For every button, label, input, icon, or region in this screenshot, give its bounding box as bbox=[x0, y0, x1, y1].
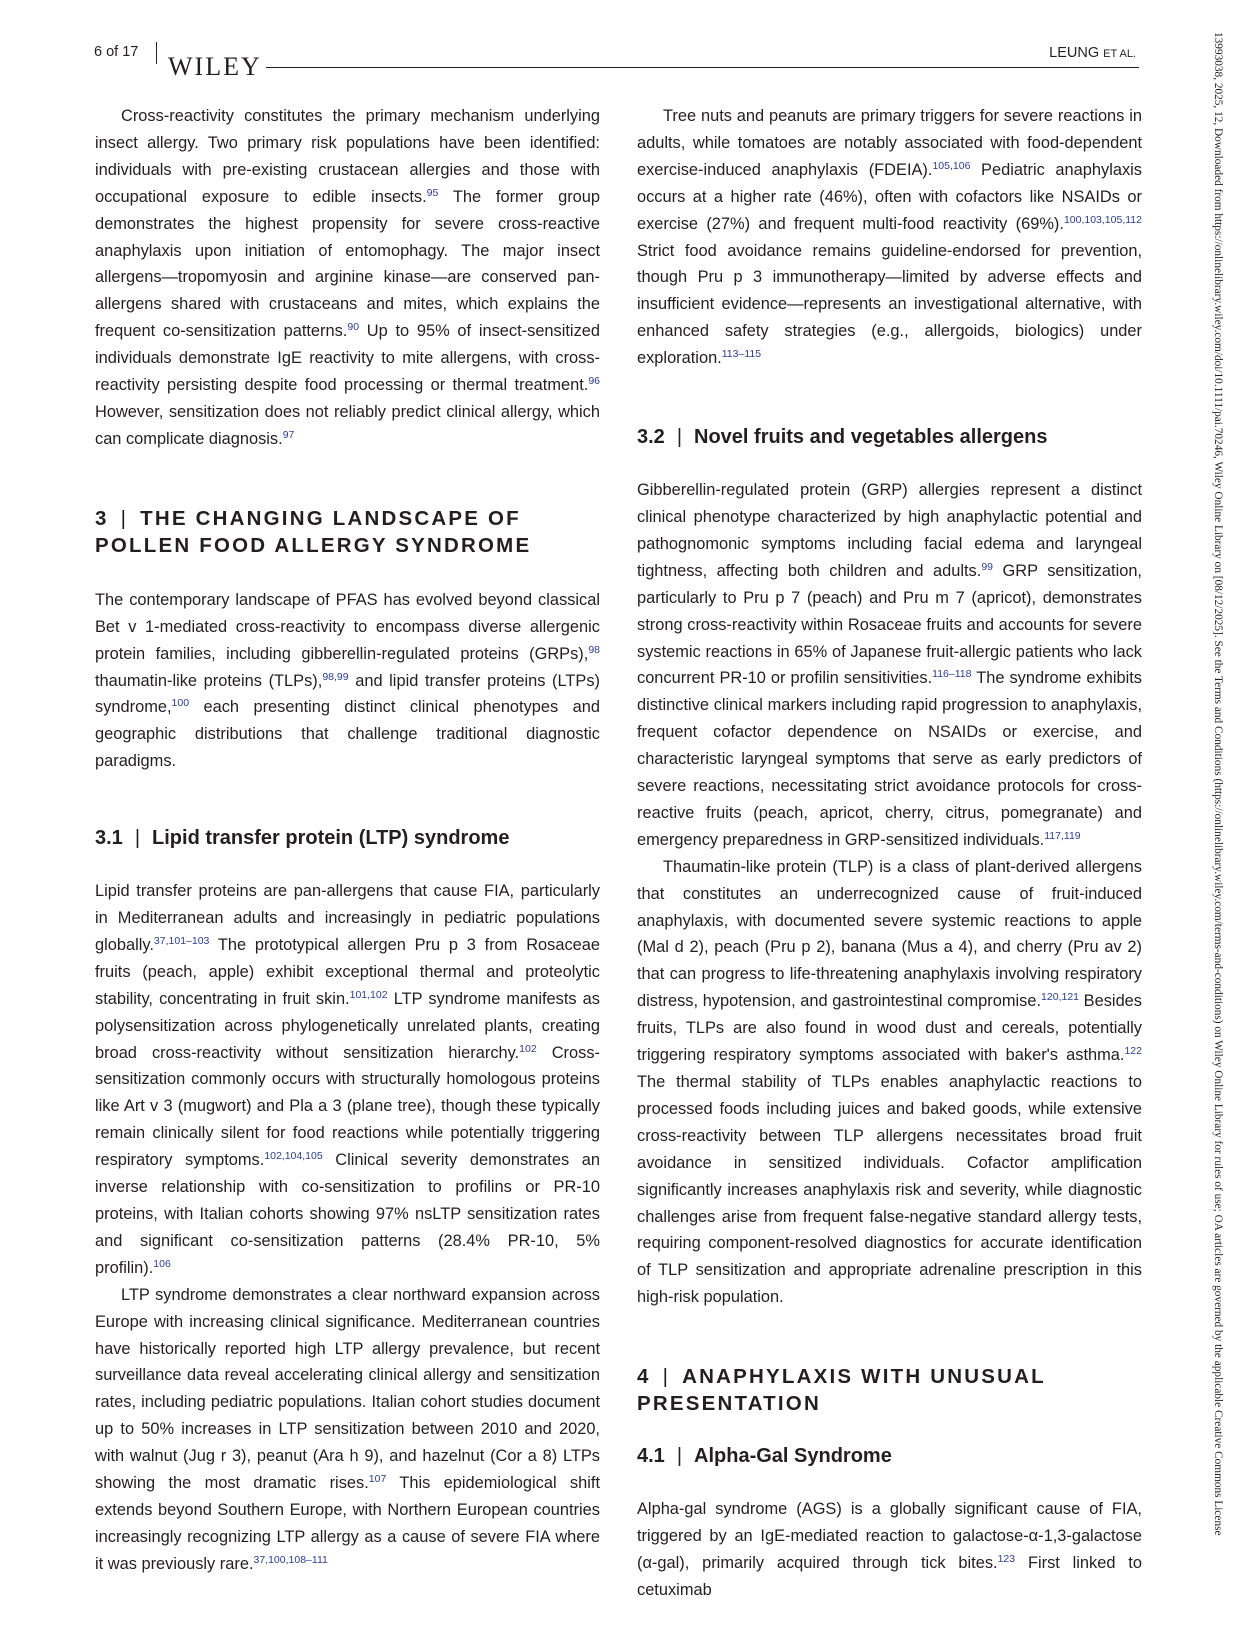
citation-link[interactable]: 120,121 bbox=[1041, 991, 1080, 1004]
citation-link[interactable]: 100,103,105,112 bbox=[1063, 213, 1142, 226]
page-number: 6 of 17 bbox=[94, 44, 139, 60]
citation-link[interactable]: 37,101–103 bbox=[153, 934, 210, 947]
citation-link[interactable]: 99 bbox=[981, 560, 993, 573]
paragraph: Gibberellin-regulated protein (GRP) allergies represent a distinct clinical phenotype characterized by high anaphylactic potential and pathognomonic symptoms including facial edema and laryngeal tightness, affecting both children and adults.$^{99}$ GRP sensitization, particularly to Pru p 7 (peach) and Pru m 7 (apricot), demonstrates strong cross-reactivity within Rosaceae fruits and accounts for severe systemic reactions in 65% of Japanese fruit-allergic patients who lack concurrent PR-10 or profilin sensitivities.$^{116-118}$ The syndrome exhibits distinctive clinical markers including rapid progression to anaphylaxis, frequent cofactor dependence on NSAIDs or exercise, and characteristic laryngeal symptoms that serve as early predictors of severe reactions, necessitating strict avoidance protocols for cross-reactive fruits (peach, apricot, cherry, citrus, pomegranate) and emergency preparedness in GRP-sensitized individuals.$^{117,119}$ bbox=[637, 481, 1142, 849]
citation-link[interactable]: 102 bbox=[519, 1042, 537, 1055]
header-rule bbox=[266, 67, 1139, 68]
subsection-heading-3-2: 3.2 | Novel fruits and vegetables allergens bbox=[637, 426, 1048, 449]
citation-link[interactable]: 105,106 bbox=[932, 159, 971, 172]
citation-link[interactable]: 96 bbox=[588, 375, 600, 388]
right-column bbox=[637, 103, 1142, 1604]
paragraph: Cross-reactivity constitutes the primary mechanism underlying insect allergy. Two primary risk populations have been identified: individuals with pre-existing crustacean allergies and those with occupational exposure to edible insects.$^{95}$ The former group demonstrates the highest propensity for severe cross-reactive anaphylaxis upon initiation of entomophagy. The major insect allergens—tropomyosin and arginine kinase—are conserved pan-allergens shared with crustaceans and mites, which explains the frequent co-sensitization patterns.$^{90}$ Up to 95% of insect-sensitized individuals demonstrate IgE reactivity to mite allergens, with cross-reactivity persisting despite food processing or thermal treatment.$^{96}$ However, sensitization does not reliably predict clinical allergy, which can complicate diagnosis.$^{97}$ bbox=[95, 107, 601, 448]
citation-link[interactable]: 117,119 bbox=[1044, 829, 1081, 842]
left-column bbox=[95, 103, 600, 1578]
citation-link[interactable]: 90 bbox=[347, 321, 360, 334]
paragraph: The contemporary landscape of PFAS has evolved beyond classical Bet v 1-mediated cross-reactivity to encompass diverse allergenic protein families, including gibberellin-regulated proteins (GRPs),$^{98}$ thaumatin-like proteins (TLPs),$^{98,99}$ and lipid transfer proteins (LTPs) syndrome,$^{100}$ each presenting distinct clinical phenotypes and geographic distributions that challenge traditional diagnostic paradigms. bbox=[95, 590, 601, 771]
section-heading-4: 4 | ANAPHYLAXIS WITH UNUSUAL PRESENTATION bbox=[637, 1365, 1046, 1416]
citation-link[interactable]: 113–115 bbox=[721, 348, 762, 361]
citation-link[interactable]: 95 bbox=[426, 186, 439, 199]
citation-link[interactable]: 106 bbox=[153, 1257, 171, 1270]
citation-link[interactable]: 37,100,108–111 bbox=[253, 1553, 328, 1566]
citation-link[interactable]: 116–118 bbox=[932, 668, 972, 681]
paragraph: Thaumatin-like protein (TLP) is a class of plant-derived allergens that constitutes an underrecognized cause of fruit-induced anaphylaxis, with documented severe systemic reactions to apple (Mal d 2), peach (Pru p 2), banana (Mus a 4), and cherry (Pru av 2) that can progress to life-threatening anaphylaxis involving respiratory distress, hypotension, and gastrointestinal compromise.$^{120,121}$ Besides fruits, TLPs are also found in wood dust and cereals, potentially triggering respiratory symptoms associated with baker's asthma.$^{122}$ The thermal stability of TLPs enables anaphylactic reactions to processed foods including juices and baked goods, while extensive cross-reactivity between TLP allergens necessitates broad fruit avoidance in sensitized individuals. Cofactor amplification significantly increases anaphylaxis risk and severity, while diagnostic challenges arise from frequent false-negative standard allergy tests, requiring component-resolved diagnostics for accurate identification of TLP sensitization and appropriate adrenaline prescription in this high-risk population. bbox=[637, 857, 1142, 1307]
subsection-heading-4-1: 4.1 | Alpha-Gal Syndrome bbox=[637, 1445, 892, 1468]
paragraph: LTP syndrome demonstrates a clear northward expansion across Europe with increasing clinical significance. Mediterranean countries have historically reported high LTP allergy prevalence, but recent surveillance data reveal accelerating clinical allergy and sensitization rates, including pediatric populations. Italian cohort studies document up to 50% increases in LTP sensitization between 2010 and 2020, with walnut (Jug r 3), peanut (Ara h 9), and hazelnut (Cor a 8) LTPs showing the most dramatic rises.$^{107}$ This epidemiological shift extends beyond Southern Europe, with Northern European countries increasingly recognizing LTP allergy as a cause of severe FIA where it was previously rare.$^{37,100,108-111}$ bbox=[95, 1285, 600, 1573]
download-notice-text[interactable]: 13993038, 2025, 12, Downloaded from https://onlinelibrary.wiley.com/doi/10.1111/pai.70246, Wiley Online Library on [08/12/2025]. See the Terms and Conditions (https://onlinelibrary.wiley.com/terms-and-conditions) on Wiley Online Library for rules of use; OA articles are governed by the applicable Creative Commons License bbox=[1212, 32, 1224, 1536]
author-suffix: ET AL. bbox=[1103, 48, 1136, 60]
header-divider bbox=[156, 42, 157, 64]
section-heading-3: 3 | THE CHANGING LANDSCAPE OF POLLEN FOOD ALLERGY SYNDROME bbox=[95, 506, 532, 557]
publisher-logo[interactable]: WILEY bbox=[168, 52, 262, 81]
citation-link[interactable]: 100 bbox=[171, 697, 190, 710]
citation-link[interactable]: 101,102 bbox=[349, 988, 388, 1001]
citation-link[interactable]: 97 bbox=[282, 428, 295, 441]
paragraph: Tree nuts and peanuts are primary triggers for severe reactions in adults, while tomatoes are notably associated with food-dependent exercise-induced anaphylaxis (FDEIA).$^{105,106}$ Pediatric anaphylaxis occurs at a higher rate (46%), often with cofactors like NSAIDs or exercise (27%) and frequent multi-food reactivity (69%).$^{100,103,105,112}$ Strict food avoidance remains guideline-endorsed for prevention, though Pru p 3 immunotherapy—limited by adverse effects and insufficient evidence—represents an investigational alternative, with enhanced safety strategies (e.g., allergoids, biologics) under exploration.$^{113-115}$ bbox=[637, 107, 1142, 368]
author-name: LEUNG bbox=[1049, 45, 1100, 61]
citation-link[interactable]: 98 bbox=[588, 643, 600, 656]
citation-link[interactable]: 98,99 bbox=[322, 670, 349, 683]
citation-link[interactable]: 102,104,105 bbox=[264, 1150, 323, 1163]
paragraph: Alpha-gal syndrome (AGS) is a globally significant cause of FIA, triggered by an IgE-mediated reaction to galactose-α-1,3-galactose (α-gal), primarily acquired through tick bites.$^{123}$ First linked to cetuximab bbox=[637, 1500, 1142, 1599]
download-notice bbox=[1208, 32, 1224, 1596]
citation-link[interactable]: 107 bbox=[368, 1473, 387, 1486]
paragraph: Lipid transfer proteins are pan-allergens that cause FIA, particularly in Mediterranean adults and increasingly in pediatric populations globally.$^{37,101-103}$ The prototypical allergen Pru p 3 from Rosaceae fruits (peach, apple) exhibit exceptional thermal and proteolytic stability, concentrating in fruit skin.$^{101,102}$ LTP syndrome manifests as polysensitization across phylogenetically unrelated plants, creating broad cross-reactivity without sensitization hierarchy.$^{102}$ Cross-sensitization commonly occurs with structurally homologous proteins like Art v 3 (mugwort) and Pla a 3 (plane tree), though these typically remain clinically silent for food reactions while potentially triggering respiratory symptoms.$^{102,104,105}$ Clinical severity demonstrates an inverse relationship with co-sensitization to profilins or PR-10 proteins, with Italian cohorts showing 97% nsLTP sensitization rates and significant co-sensitization patterns (28.4% PR-10, 5% profilin).$^{106}$ bbox=[95, 882, 600, 1277]
running-author bbox=[1049, 45, 1136, 61]
citation-link[interactable]: 123 bbox=[997, 1552, 1016, 1565]
subsection-heading-3-1: 3.1 | Lipid transfer protein (LTP) syndrome bbox=[95, 827, 510, 850]
citation-link[interactable]: 122 bbox=[1124, 1045, 1142, 1058]
